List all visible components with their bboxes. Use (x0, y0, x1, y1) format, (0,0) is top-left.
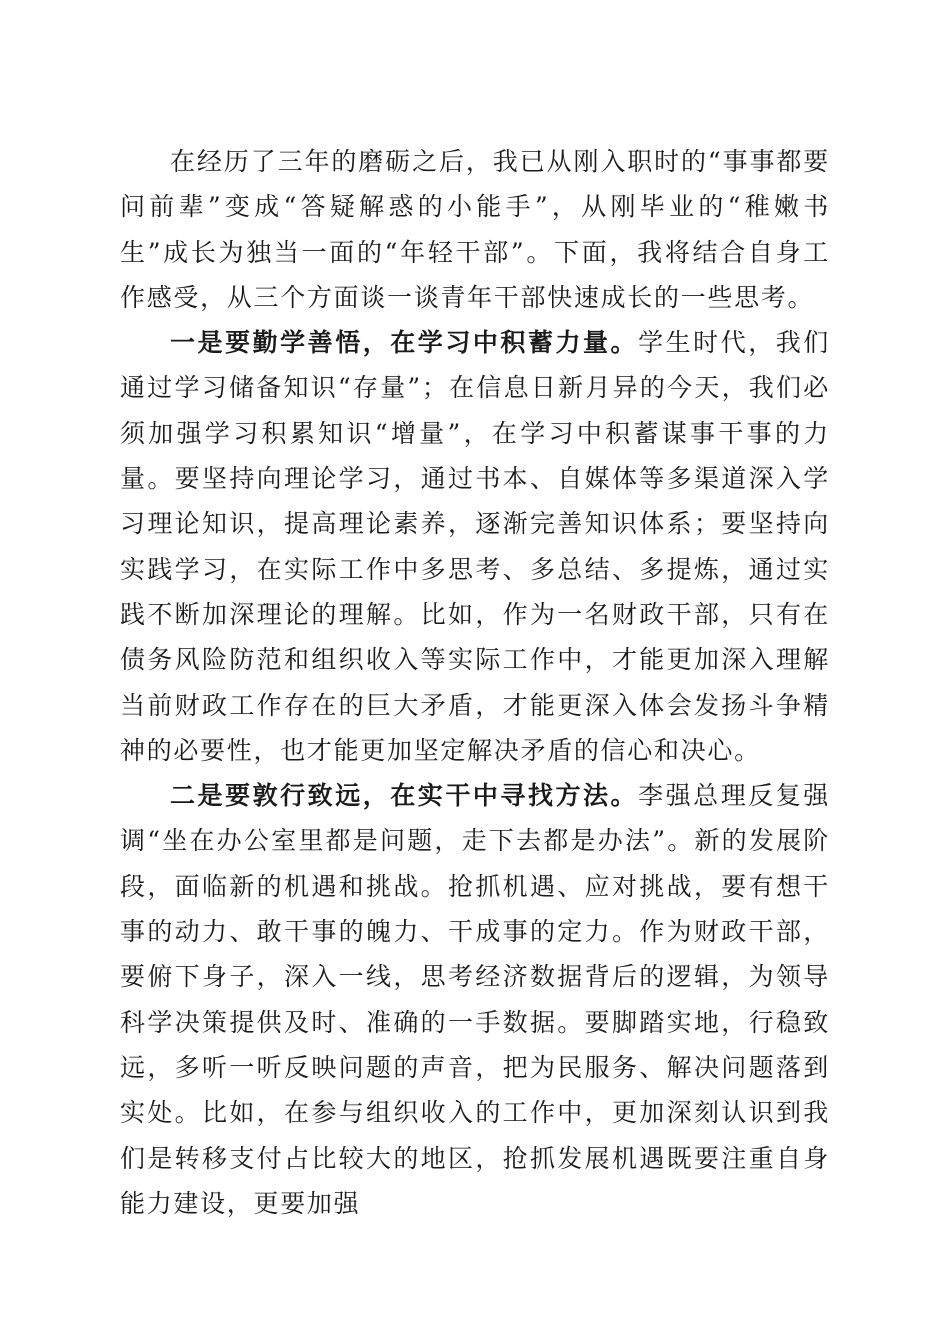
paragraph-text: 李强总理反复强调“坐在办公室里都是问题，走下去都是办法”。新的发展阶段，面临新的机遇和挑战。抢抓机遇、应对挑战，要有想干事的动力、敢干事的魄力、干成事的定力。作为财政干部，要俯下身子，深入一线，思考经济数据背后的逻辑，为领导科学决策提供及时、准确的一手数据。要脚踏实地，行稳致远，多听一听反映问题的声音，把为民服务、解决问题落到实处。比如，在参与组织收入的工作中，更加深刻认识到我们是转移支付占比较大的地区，抢抓发展机遇既要注重自身能力建设，更要加强 (120, 781, 830, 1218)
paragraph-text: 学生时代，我们通过学习储备知识“存量”；在信息日新月异的今天，我们必须加强学习积累知识“增量”，在学习中积蓄谋事干事的力量。要坚持向理论学习，通过书本、自媒体等多渠道深入学习理论知识，提高理论素养，逐渐完善知识体系；要坚持向实践学习，在实际工作中多思考、多总结、多提炼，通过实践不断加深理论的理解。比如，作为一名财政干部，只有在债务风险防范和组织收入等实际工作中，才能更加深入理解当前财政工作存在的巨大矛盾，才能更深入体会发扬斗争精神的必要性，也才能更加坚定解决矛盾的信心和决心。 (120, 328, 830, 765)
paragraph-point-one (120, 320, 830, 773)
paragraph-point-two (120, 773, 830, 1226)
paragraph-intro (120, 139, 830, 320)
paragraph-text: 在经历了三年的磨砺之后，我已从刚入职时的“事事都要问前辈”变成“答疑解惑的小能手”，从刚毕业的“稚嫩书生”成长为独当一面的“年轻干部”。下面，我将结合自身工作感受，从三个方面谈一谈青年干部快速成长的一些思考。 (120, 147, 830, 312)
document-body (120, 139, 830, 1226)
paragraph-lead: 一是要勤学善悟，在学习中积蓄力量。 (170, 328, 639, 358)
paragraph-lead: 二是要敦行致远，在实干中寻找方法。 (170, 781, 639, 811)
